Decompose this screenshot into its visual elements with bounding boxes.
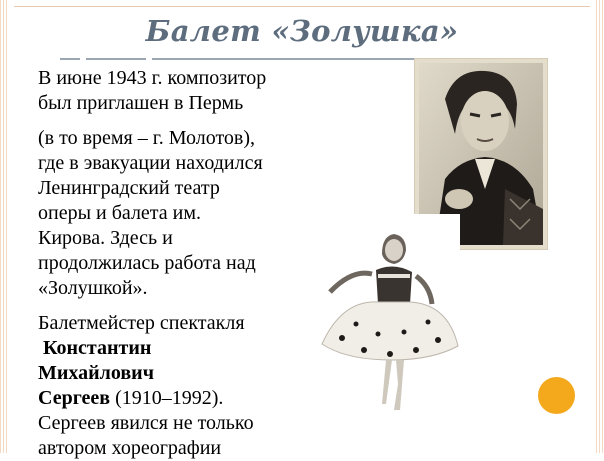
text-line: В июне 1943 г. композитор bbox=[38, 67, 267, 89]
name-surname: Сергеев bbox=[38, 387, 111, 409]
accent-dot bbox=[538, 377, 575, 414]
ballerina-photo bbox=[312, 214, 460, 414]
text-line: продолжилась работа над bbox=[38, 252, 256, 274]
text-line bbox=[38, 386, 318, 411]
text-line: был приглашен в Пермь bbox=[38, 92, 244, 114]
text-line: Балетмейстер спектакля bbox=[38, 312, 245, 334]
text-line: «Золушкой». bbox=[38, 277, 148, 299]
text-line: автором хореографии bbox=[38, 437, 222, 459]
right-border-stripes bbox=[596, 0, 604, 453]
text-line: Кирова. Здесь и bbox=[38, 227, 173, 249]
slide-title: Балет «Золушка» bbox=[145, 14, 459, 48]
text-line: Сергеев явился не только bbox=[38, 412, 254, 434]
text-line: где в эвакуации находился bbox=[38, 152, 263, 174]
text-line: (в то время – г. Молотов), bbox=[38, 127, 256, 149]
name-first: Константин bbox=[43, 337, 152, 359]
top-frame-line bbox=[14, 6, 590, 7]
life-years: (1910–1992). bbox=[110, 387, 224, 409]
slide-body-text bbox=[38, 66, 318, 461]
left-border-stripes bbox=[0, 0, 8, 453]
name-patronymic: Михайлович bbox=[38, 362, 154, 384]
text-line: оперы и балета им. bbox=[38, 202, 202, 224]
text-line bbox=[38, 361, 318, 386]
text-line bbox=[38, 336, 318, 361]
text-line: Ленинградский театр bbox=[38, 177, 220, 199]
